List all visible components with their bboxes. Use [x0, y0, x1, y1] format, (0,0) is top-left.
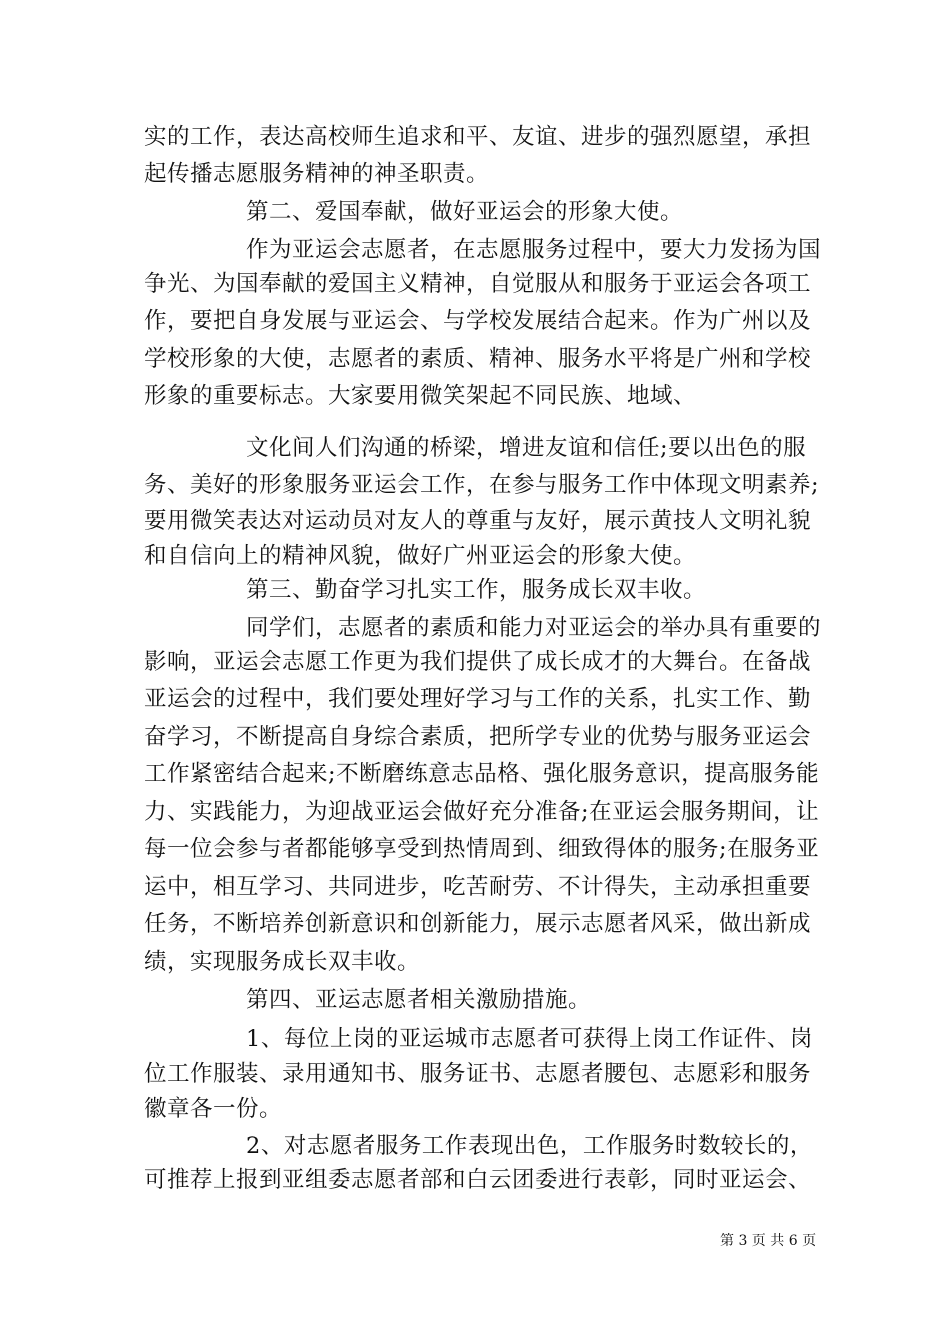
- text-line: 绩，实现服务成长双丰收。: [144, 949, 421, 975]
- text-line: 作，要把自身发展与亚运会、与学校发展结合起来。作为广州以及: [144, 308, 812, 334]
- text-line: 学校形象的大使，志愿者的素质、精神、服务水平将是广州和学校: [144, 346, 812, 372]
- text-line: 和自信向上的精神风貌，做好广州亚运会的形象大使。: [144, 543, 697, 569]
- paragraph-first-line: 同学们，志愿者的素质和能力对亚运会的举办具有重要的: [246, 615, 822, 641]
- text-line: 徽章各一份。: [144, 1096, 283, 1122]
- text-line: 影响，亚运会志愿工作更为我们提供了成长成才的大舞台。在备战: [144, 649, 812, 675]
- text-line: 力、实践能力，为迎战亚运会做好充分准备;在亚运会服务期间，让: [144, 799, 820, 825]
- text-line: 任务，不断培养创新意识和创新能力，展示志愿者风采，做出新成: [144, 911, 812, 937]
- text-line: 可推荐上报到亚组委志愿者部和白云团委进行表彰，同时亚运会、: [144, 1167, 812, 1193]
- text-line: 务、美好的形象服务亚运会工作，在参与服务工作中体现文明素养;: [144, 472, 820, 498]
- paragraph-first-line: 1、每位上岗的亚运城市志愿者可获得上岗工作证件、岗: [246, 1026, 813, 1052]
- paragraph-first-line: 2、对志愿者服务工作表现出色，工作服务时数较长的，: [246, 1133, 813, 1159]
- text-line: 实的工作，表达高校师生追求和平、友谊、进步的强烈愿望，承担: [144, 124, 812, 150]
- text-line: 工作紧密结合起来;不断磨练意志品格、强化服务意识，提高服务能: [144, 761, 820, 787]
- text-line: 要用微笑表达对运动员对友人的尊重与友好，展示黄技人文明礼貌: [144, 508, 812, 534]
- text-line: 奋学习，不断提高自身综合素质，把所学专业的优势与服务亚运会: [144, 724, 812, 750]
- text-line: 形象的重要标志。大家要用微笑架起不同民族、地域、: [144, 383, 697, 409]
- text-line: 运中，相互学习、共同进步，吃苦耐劳、不计得失，主动承担重要: [144, 874, 812, 900]
- text-line: 每一位会参与者都能够享受到热情周到、细致得体的服务;在服务亚: [144, 836, 820, 862]
- text-line: 位工作服装、录用通知书、服务证书、志愿者腰包、志愿彩和服务: [144, 1061, 812, 1087]
- paragraph-first-line: 文化间人们沟通的桥梁，增进友谊和信任;要以出色的服: [246, 435, 807, 461]
- section-heading: 第三、勤奋学习扎实工作，服务成长双丰收。: [246, 577, 707, 603]
- section-heading: 第二、爱国奉献，做好亚运会的形象大使。: [246, 199, 684, 225]
- text-line: 起传播志愿服务精神的神圣职责。: [144, 161, 490, 187]
- page-number: 第 3 页 共 6 页: [720, 1233, 817, 1249]
- paragraph-first-line: 作为亚运会志愿者，在志愿服务过程中，要大力发扬为国: [246, 237, 822, 263]
- section-heading: 第四、亚运志愿者相关激励措施。: [246, 987, 592, 1013]
- text-line: 争光、为国奉献的爱国主义精神，自觉服从和服务于亚运会各项工: [144, 271, 812, 297]
- text-line: 亚运会的过程中，我们要处理好学习与工作的关系，扎实工作、勤: [144, 686, 812, 712]
